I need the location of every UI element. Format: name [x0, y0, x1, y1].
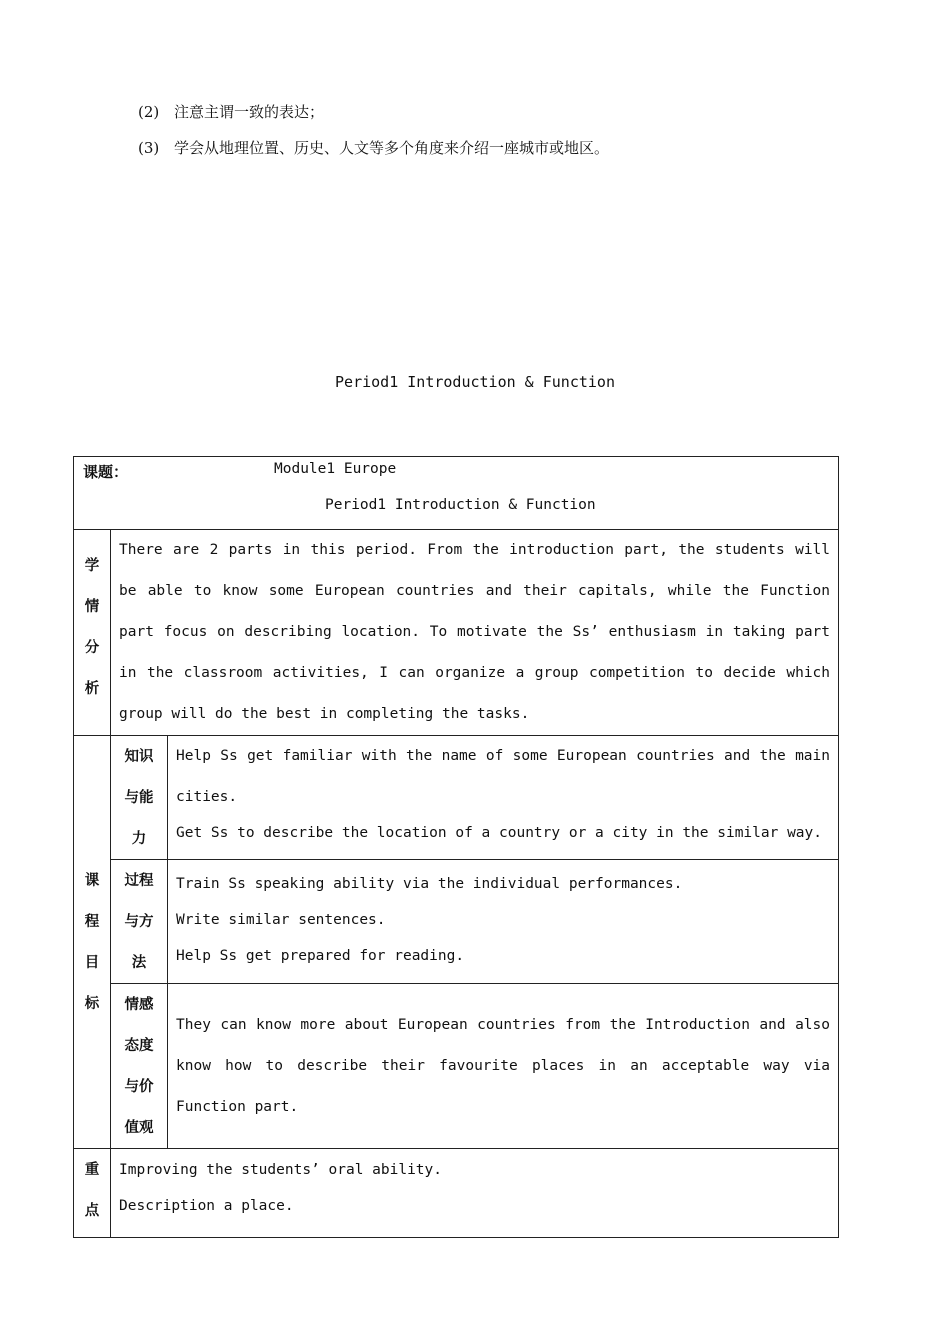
topic-label: 课题：: [83, 463, 129, 481]
key-point-line: Description a place.: [119, 1198, 294, 1214]
topic-row: [74, 457, 839, 530]
label-char: 分: [84, 639, 100, 656]
objective-knowledge-row: [74, 736, 839, 860]
process-line: Write similar sentences.: [176, 912, 386, 928]
intro-item-3: [138, 138, 609, 158]
label-char: 重: [84, 1161, 100, 1178]
key-points-label: [74, 1149, 111, 1238]
analysis-label: [74, 530, 111, 736]
label-line: 与方: [124, 913, 154, 930]
analysis-text: There are 2 parts in this period. From the introduction part, the students will be able to know some European countries and their capitals, while the Function part focus on describing location. To motivate the Ss’ enthusiasm in taking part in the classroom activities, I can organize a group competition to decide which group will do the best in completing the tasks.: [111, 530, 839, 736]
label-char: 情: [84, 598, 100, 615]
label-line: 值观: [124, 1119, 154, 1136]
label-char: 学: [84, 557, 100, 574]
label-char: 析: [84, 680, 100, 697]
period-title: Period1 Introduction & Function: [325, 497, 596, 513]
key-points-text: [111, 1149, 839, 1238]
label-line: 与能: [124, 789, 154, 806]
label-line: 与价: [124, 1078, 154, 1095]
knowledge-line: Help Ss get familiar with the name of some European countries and the main cities.: [176, 748, 831, 805]
label-char: 目: [84, 954, 100, 971]
process-label: [111, 860, 168, 984]
label-line: 知识: [124, 748, 154, 765]
label-line: 态度: [124, 1037, 154, 1054]
attitude-label: [111, 984, 168, 1149]
lesson-plan-table: [73, 456, 839, 1238]
objectives-label: [74, 736, 111, 1149]
label-line: 力: [131, 830, 147, 847]
process-line: Help Ss get prepared for reading.: [176, 948, 465, 964]
objective-attitude-row: [74, 984, 839, 1149]
key-point-line: Improving the students’ oral ability.: [119, 1162, 443, 1178]
attitude-text: They can know more about European countries from the Introduction and also know how to describe their favourite places in an acceptable way via Function part.: [168, 984, 839, 1149]
period-heading: Period1 Introduction & Function: [335, 373, 615, 391]
label-line: 过程: [124, 872, 154, 889]
label-char: 课: [84, 872, 100, 889]
objective-process-row: [74, 860, 839, 984]
intro-item-number: (3): [138, 139, 160, 157]
analysis-row: [74, 530, 839, 736]
module-title: Module1 Europe: [274, 461, 397, 477]
label-line: 法: [131, 954, 147, 971]
intro-item-2: [138, 102, 324, 122]
key-points-row: [74, 1149, 839, 1238]
label-char: 标: [84, 995, 100, 1012]
intro-item-text: 注意主谓一致的表达；: [174, 103, 325, 121]
label-char: 程: [84, 913, 100, 930]
process-text: [168, 860, 839, 984]
process-line: Train Ss speaking ability via the individual performances.: [176, 876, 683, 892]
intro-item-text: 学会从地理位置、历史、人文等多个角度来介绍一座城市或地区。: [174, 139, 610, 157]
label-char: 点: [84, 1202, 100, 1219]
intro-item-number: (2): [138, 103, 160, 121]
knowledge-label: [111, 736, 168, 860]
knowledge-text: [168, 736, 839, 860]
knowledge-line: Get Ss to describe the location of a country or a city in the similar way.: [176, 825, 823, 841]
label-line: 情感: [124, 996, 154, 1013]
